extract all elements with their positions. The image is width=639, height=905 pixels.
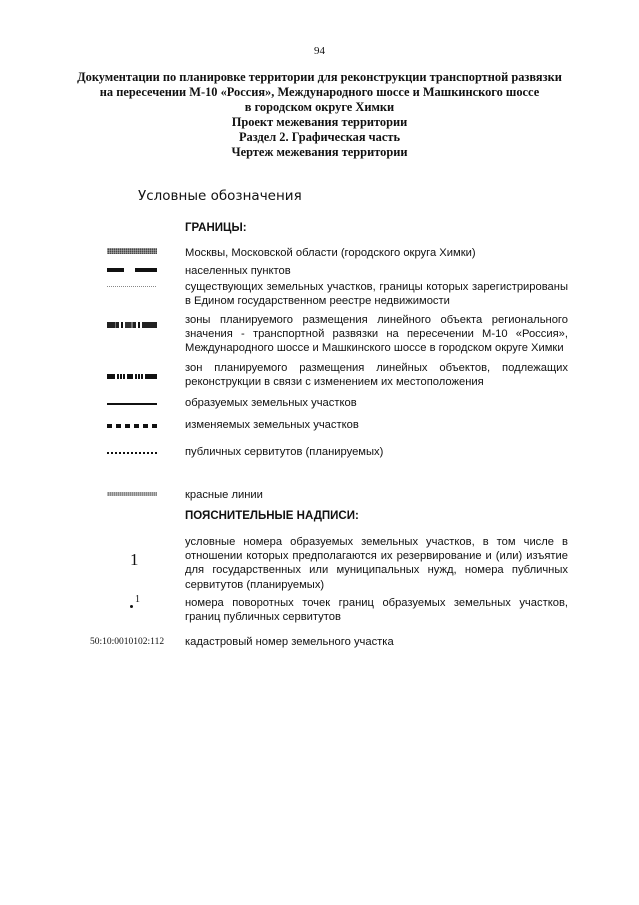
title-line: в городском округе Химки — [244, 100, 395, 114]
legend-entry-text: изменяемых земельных участков — [185, 419, 359, 431]
cadastral-number-symbol: 50:10:0010102:112 — [90, 637, 165, 647]
point-number: 1 — [135, 594, 140, 605]
document-title — [60, 70, 579, 160]
title-line: Документации по планировке территории для реконструкции транспортной развязки — [77, 70, 562, 84]
legend-entry-text: Москвы, Московской области (городского округа Химки) — [185, 247, 476, 259]
legend-entry-text: кадастровый номер земельного участка — [185, 636, 394, 648]
dashed-bold-symbol — [107, 268, 157, 272]
title-line: на пересечении М-10 «Россия», Международного шоссе и Машкинского шоссе — [99, 85, 540, 99]
labels-heading: ПОЯСНИТЕЛЬНЫЕ НАДПИСИ: — [185, 510, 359, 522]
title-line: Проект межевания территории — [231, 115, 408, 129]
point-dot-icon — [130, 605, 133, 608]
dotted-thin-symbol — [107, 286, 157, 287]
linear-dashdot-symbol — [107, 374, 157, 379]
borders-heading: ГРАНИЦЫ: — [185, 222, 247, 234]
legend-entry-text: существующих земельных участков, границы которых зарегистрированы в Едином государственном реестре недвижимости — [185, 281, 568, 308]
page-number: 94 — [314, 45, 325, 57]
legend-entry-text: образуемых земельных участков — [185, 397, 357, 409]
legend-heading: Условные обозначения — [138, 188, 302, 204]
legend-entry-text: зон планируемого размещения линейных объектов, подлежащих реконструкции в связи с изменением их местоположения — [185, 362, 568, 389]
solid-line-symbol — [107, 403, 157, 405]
legend-entry-text: красные линии — [185, 489, 263, 501]
legend-entry-text: зоны планируемого размещения линейного объекта регионального значения - транспортной развязки на пересечении М-10 «Россия», Международного шоссе и Машкинского шоссе в городском округе Химки — [185, 314, 568, 355]
title-line: Раздел 2. Графическая часть — [238, 130, 401, 144]
red-line-symbol — [107, 492, 157, 496]
legend-entry-text: номера поворотных точек границ образуемых земельных участков, границ публичных сервитутов — [185, 597, 568, 624]
dashed-line-symbol — [107, 424, 157, 428]
turning-point-symbol — [130, 596, 150, 616]
title-line: Чертеж межевания территории — [231, 145, 408, 159]
grid-band-symbol — [107, 248, 157, 254]
legend-entry-text: населенных пунктов — [185, 265, 291, 277]
plot-number-symbol: 1 — [130, 550, 139, 569]
legend-entry-text: публичных сервитутов (планируемых) — [185, 446, 384, 458]
zone-dashdot-symbol — [107, 322, 157, 328]
legend-entry-text: условные номера образуемых земельных участков, в том числе в отношении которых предполагаются их резервирование и (или) изъятие для государственных или муниципальных нужд, номера публичных сервитутов (планируемых) — [185, 536, 568, 591]
dotted-line-symbol — [107, 452, 157, 454]
